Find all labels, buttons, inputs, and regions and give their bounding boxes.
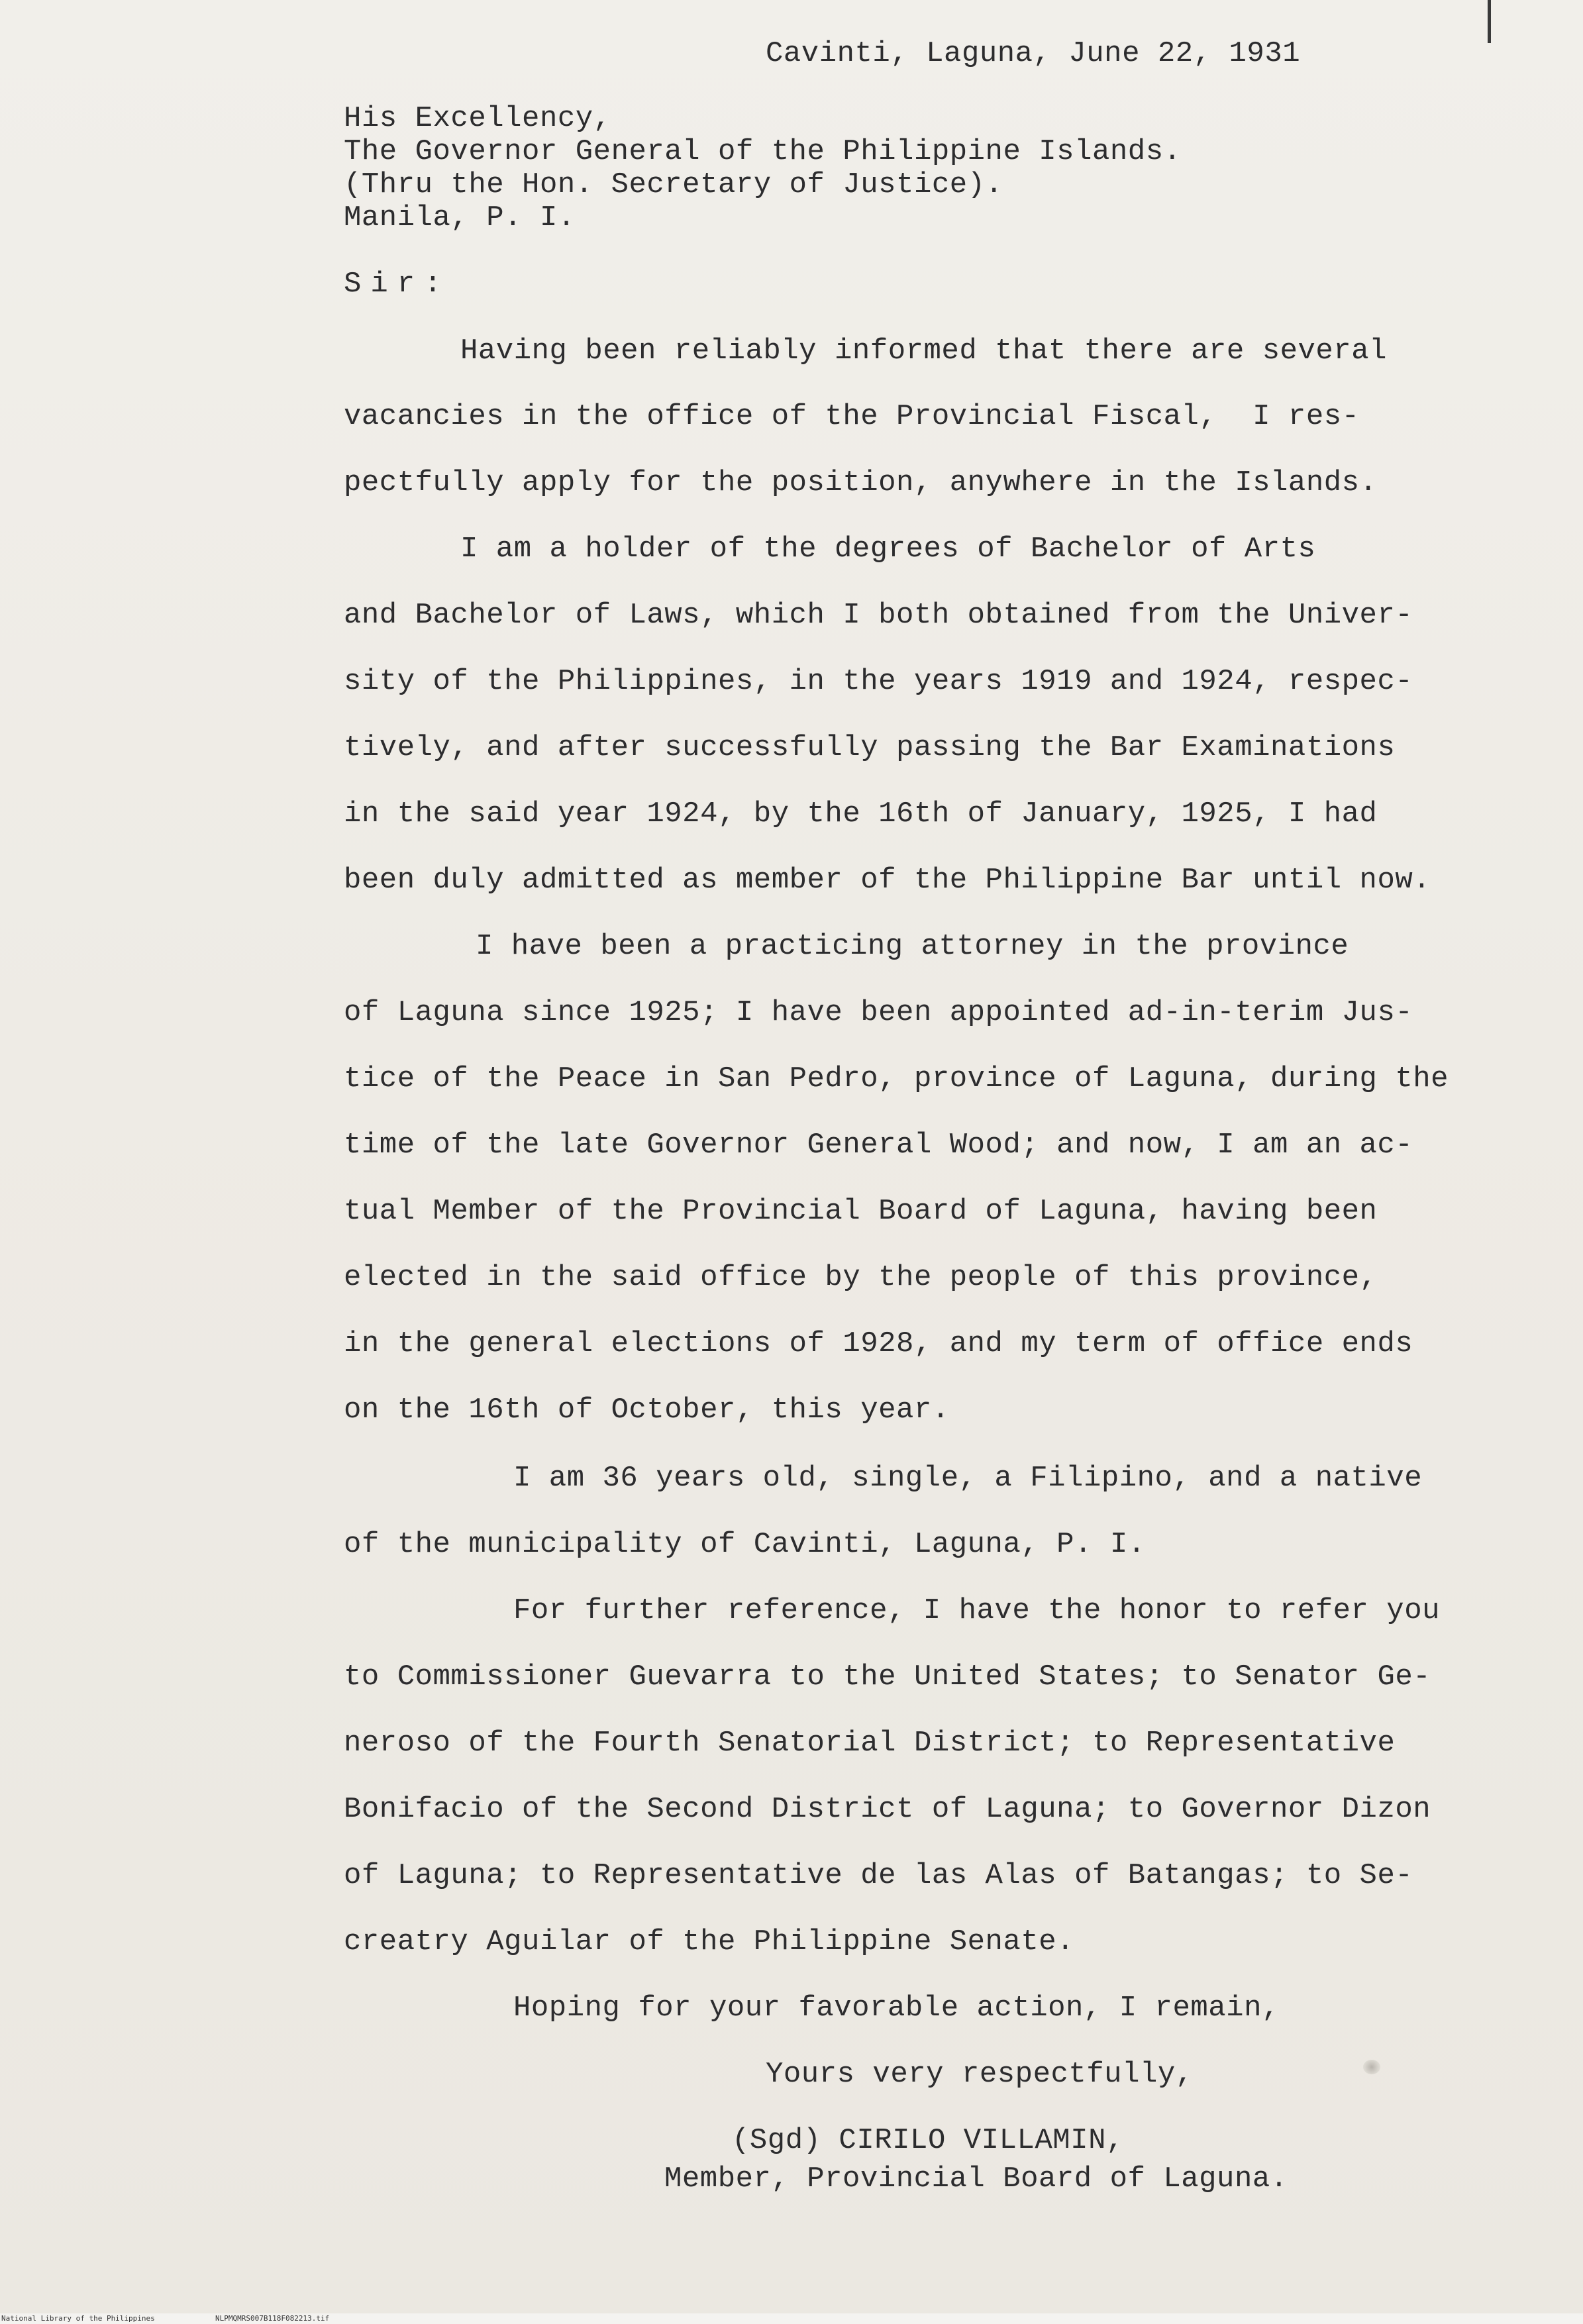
footer-file-id: NLPMQMRS007B118F082213.tif — [215, 2314, 330, 2323]
ink-blot — [1363, 2060, 1380, 2074]
scan-footer — [0, 2313, 1583, 2324]
body-line: in the said year 1924, by the 16th of January, 1925, I had — [344, 797, 1378, 831]
date-line: Cavinti, Laguna, June 22, 1931 — [766, 37, 1301, 70]
body-line: Bonifacio of the Second District of Laguna; to Governor Dizon — [344, 1793, 1431, 1826]
body-line: elected in the said office by the people of this province, — [344, 1261, 1378, 1294]
body-line: been duly admitted as member of the Philippine Bar until now. — [344, 864, 1431, 897]
body-line: I have been a practicing attorney in the province — [476, 930, 1349, 963]
signature-line: (Sgd) CIRILO VILLAMIN, — [732, 2124, 1124, 2157]
body-line: pectfully apply for the position, anywhere in the Islands. — [344, 466, 1378, 499]
body-line: neroso of the Fourth Senatorial District; to Representative — [344, 1727, 1396, 1760]
body-line: to Commissioner Guevarra to the United States; to Senator Ge- — [344, 1660, 1431, 1693]
body-line: creatry Aguilar of the Philippine Senate. — [344, 1925, 1075, 1958]
body-line: sity of the Philippines, in the years 1919 and 1924, respec- — [344, 665, 1413, 698]
body-line: of Laguna since 1925; I have been appointed ad-in-terim Jus- — [344, 996, 1413, 1029]
body-line: I am a holder of the degrees of Bachelor of Arts — [460, 532, 1316, 566]
body-line: tively, and after successfully passing the Bar Examinations — [344, 731, 1396, 764]
body-line: and Bachelor of Laws, which I both obtained from the Univer- — [344, 599, 1413, 632]
body-line: time of the late Governor General Wood; and now, I am an ac- — [344, 1129, 1413, 1162]
address-line: The Governor General of the Philippine Islands. — [344, 135, 1182, 168]
complimentary-close: Yours very respectfully, — [766, 2058, 1194, 2091]
body-line: tice of the Peace in San Pedro, province of Laguna, during the — [344, 1062, 1449, 1095]
body-line: Having been reliably informed that there are several — [460, 334, 1388, 368]
body-line: tual Member of the Provincial Board of Laguna, having been — [344, 1195, 1378, 1228]
body-line: I am 36 years old, single, a Filipino, and a native — [513, 1462, 1423, 1495]
scan-edge-mark — [1488, 0, 1491, 43]
footer-source: National Library of the Philippines — [1, 2314, 155, 2323]
address-line: His Excellency, — [344, 102, 611, 135]
closing-line: Hoping for your favorable action, I remain, — [513, 1992, 1280, 2025]
address-line: (Thru the Hon. Secretary of Justice). — [344, 168, 1003, 201]
salutation: Sir: — [344, 268, 451, 301]
signer-title: Member, Provincial Board of Laguna. — [664, 2162, 1288, 2196]
body-line: vacancies in the office of the Provincial Fiscal, I res- — [344, 400, 1360, 433]
body-line: on the 16th of October, this year. — [344, 1393, 950, 1427]
body-line: For further reference, I have the honor to refer you — [513, 1594, 1441, 1627]
body-line: of Laguna; to Representative de las Alas of Batangas; to Se- — [344, 1859, 1413, 1892]
address-line: Manila, P. I. — [344, 201, 576, 234]
body-line: of the municipality of Cavinti, Laguna, P. I. — [344, 1528, 1146, 1561]
body-line: in the general elections of 1928, and my term of office ends — [344, 1327, 1413, 1360]
